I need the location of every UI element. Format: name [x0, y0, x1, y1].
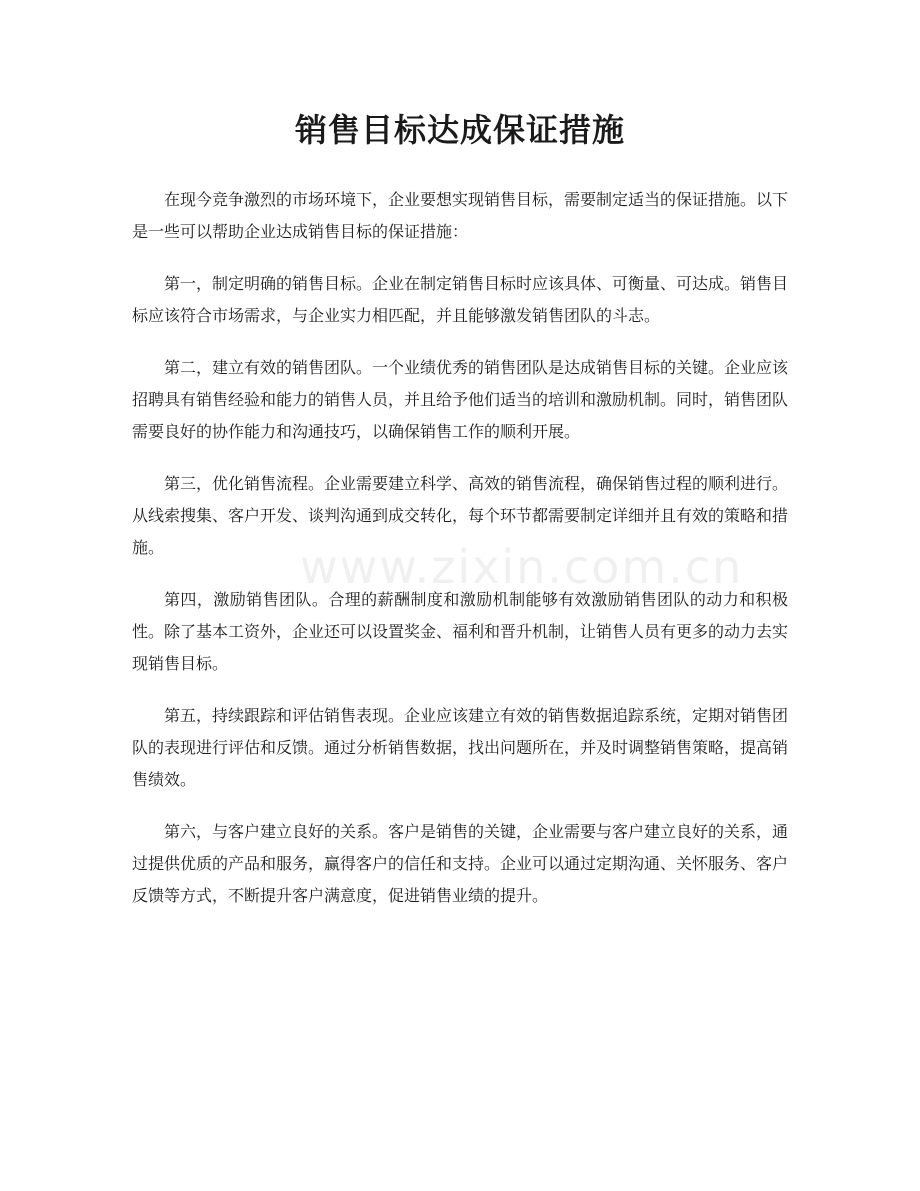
paragraph-5: 第五，持续跟踪和评估销售表现。企业应该建立有效的销售数据追踪系统，定期对销售团队的表现进行评估和反馈。通过分析销售数据，找出问题所在，并及时调整销售策略，提高销售绩效。: [132, 706, 789, 789]
paragraph-3: 第三，优化销售流程。企业需要建立科学、高效的销售流程，确保销售过程的顺利进行。从线索搜集、客户开发、谈判沟通到成交转化，每个环节都需要制定详细并且有效的策略和措施。: [132, 474, 789, 557]
watermark: www.zixin.com.cn: [300, 540, 744, 594]
paragraph-4: 第四，激励销售团队。合理的薪酬制度和激励机制能够有效激励销售团队的动力和积极性。除了基本工资外，企业还可以设置奖金、福利和晋升机制，让销售人员有更多的动力去实现销售目标。: [132, 590, 789, 673]
document-body: [132, 184, 788, 932]
document-title: 销售目标达成保证措施: [294, 111, 625, 149]
paragraph-intro: 在现今竞争激烈的市场环境下，企业要想实现销售目标，需要制定适当的保证措施。以下是一些可以帮助企业达成销售目标的保证措施：: [132, 190, 789, 241]
paragraph-6: 第六，与客户建立良好的关系。客户是销售的关键，企业需要与客户建立良好的关系，通过提供优质的产品和服务，赢得客户的信任和支持。企业可以通过定期沟通、关怀服务、客户反馈等方式，不断提升客户满意度，促进销售业绩的提升。: [132, 822, 789, 905]
paragraph-1: 第一，制定明确的销售目标。企业在制定销售目标时应该具体、可衡量、可达成。销售目标应该符合市场需求，与企业实力相匹配，并且能够激发销售团队的斗志。: [132, 274, 789, 325]
paragraph-2: 第二，建立有效的销售团队。一个业绩优秀的销售团队是达成销售目标的关键。企业应该招聘具有销售经验和能力的销售人员，并且给予他们适当的培训和激励机制。同时，销售团队需要良好的协作能力和沟通技巧，以确保销售工作的顺利开展。: [132, 358, 789, 441]
